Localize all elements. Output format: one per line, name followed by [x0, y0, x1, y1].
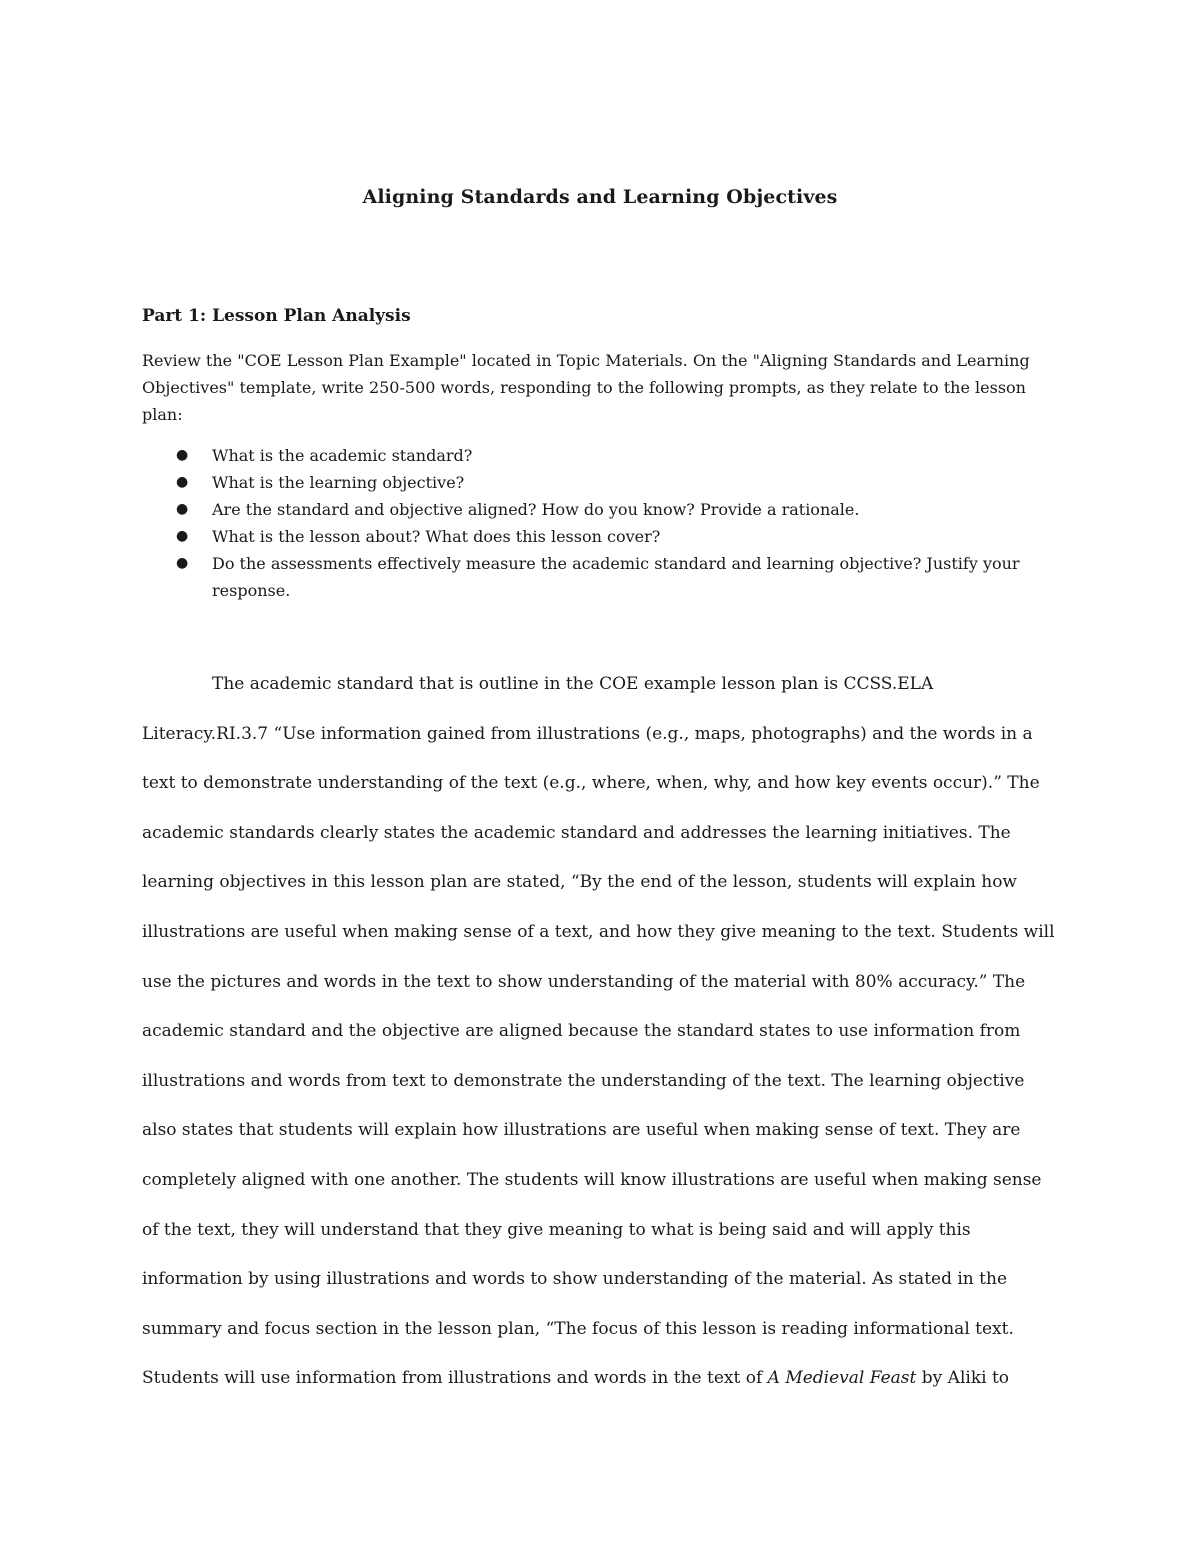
prompt-text: What is the academic standard? — [212, 446, 473, 465]
bullet-icon: ● — [176, 528, 189, 544]
prompt-item — [142, 550, 1042, 604]
prompt-item — [142, 469, 1042, 496]
prompt-item — [142, 496, 1042, 523]
book-title: A Medieval Feast — [767, 1368, 917, 1389]
response-text: The academic standard that is outline in the COE example lesson plan is CCSS.ELA Literacy.RI.3.7 “Use information gained from illustrations (e.g., maps, photographs) and the words in a text to demonstrate understanding of the text (e.g., where, when, why, and how key events occur).” The academic standards clearly states the academic standard and addresses the learning initiatives. The learning objectives in this lesson plan are stated, “By the end of the lesson, students will explain how illustrations are useful when making sense of a text, and how they give meaning to the text. Students will use the pictures and words in the text to show understanding of the material with 80% accuracy.” The academic standard and the objective are aligned because the standard states to use information from illustrations and words from text to demonstrate the understanding of the text. The learning objective also states that students will explain how illustrations are useful when making sense of text. They are completely aligned with one another. The students will know illustrations are useful when making sense of the text, they will understand that they give meaning to what is being said and will apply this information by using illustrations and words to show understanding of the material. As stated in the summary and focus section in the lesson plan, “The focus of this lesson is reading informational text. Students will use information from illustrations and words in the text of — [142, 674, 1055, 1389]
prompt-text: Are the standard and objective aligned? How do you know? Provide a rationale. — [212, 500, 860, 519]
document-title: Aligning Standards and Learning Objectives — [362, 186, 838, 208]
prompt-text: What is the learning objective? — [212, 473, 465, 492]
prompt-text: What is the lesson about? What does this lesson cover? — [212, 527, 661, 546]
prompt-text: Do the assessments effectively measure the academic standard and learning objective? Justify your response. — [212, 554, 1020, 600]
bullet-icon: ● — [176, 474, 189, 490]
bullet-icon: ● — [176, 555, 189, 571]
response-paragraph — [142, 660, 1058, 1404]
prompt-list — [142, 442, 1042, 604]
bullet-icon: ● — [176, 447, 189, 463]
section-heading: Part 1: Lesson Plan Analysis — [142, 306, 411, 326]
bullet-icon: ● — [176, 501, 189, 517]
intro-paragraph: Review the "COE Lesson Plan Example" located in Topic Materials. On the "Aligning Standards and Learning Objectives" template, write 250-500 words, responding to the following prompts, as they relate to the lesson plan: — [142, 351, 1030, 424]
response-text-end: by Aliki to — [916, 1368, 1010, 1389]
prompt-item — [142, 523, 1042, 550]
prompt-item — [142, 442, 1042, 469]
